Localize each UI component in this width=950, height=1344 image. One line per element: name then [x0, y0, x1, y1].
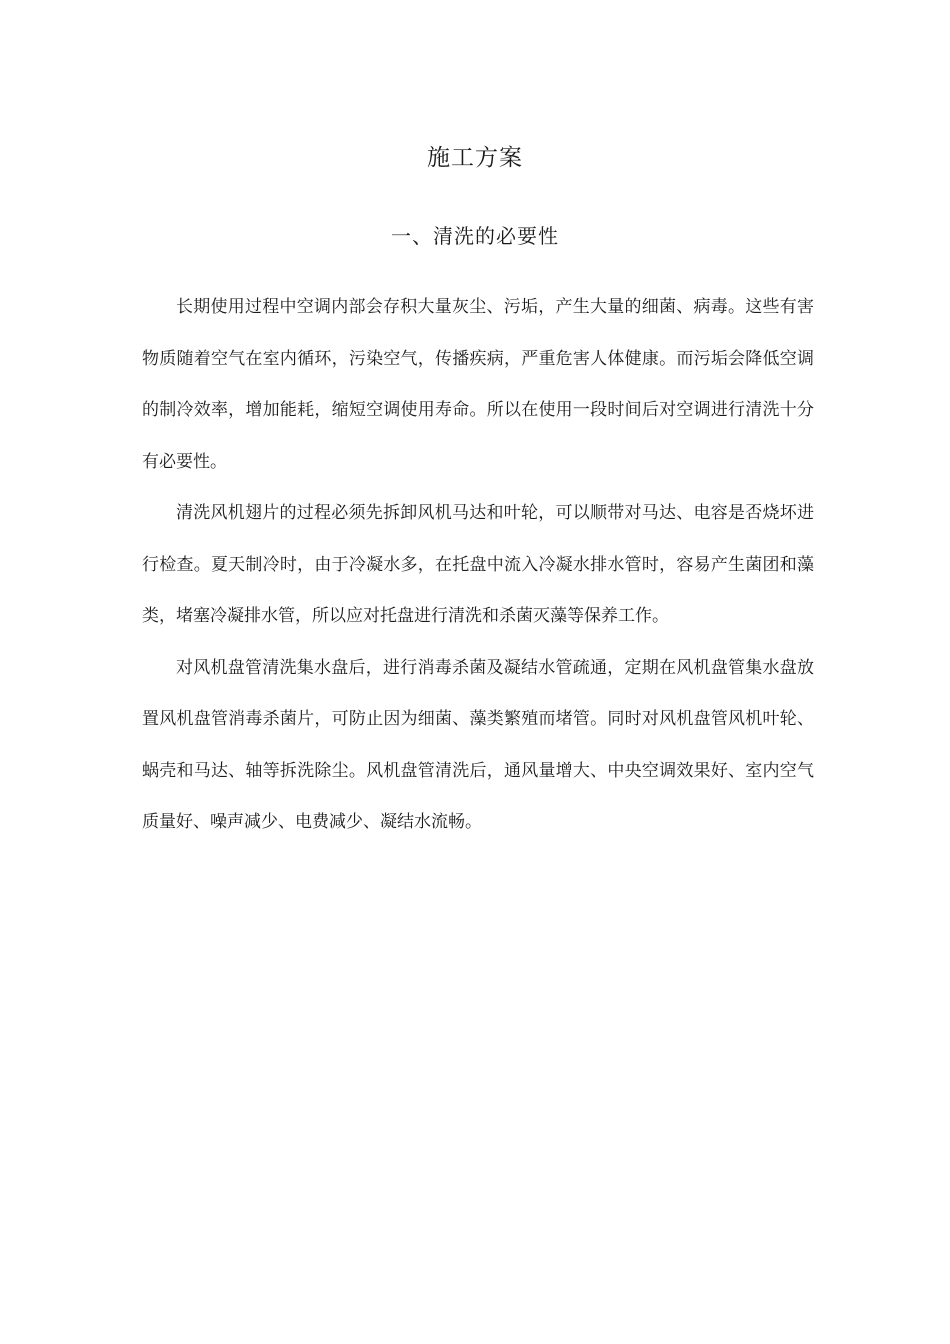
body-text [142, 282, 814, 849]
paragraph-fan-fins: 清洗风机翅片的过程必须先拆卸风机马达和叶轮，可以顺带对马达、电容是否烧坏进行检查。夏天制冷时，由于冷凝水多，在托盘中流入冷凝水排水管时，容易产生菌团和藻类，堵塞冷凝排水管，所以应对托盘进行清洗和杀菌灭藻等保养工作。 [142, 503, 814, 626]
document-title: 施工方案 [427, 145, 523, 171]
paragraph-necessity: 长期使用过程中空调内部会存积大量灰尘、污垢，产生大量的细菌、病毒。这些有害物质随着空气在室内循环，污染空气，传播疾病，严重危害人体健康。而污垢会降低空调的制冷效率，增加能耗，缩短空调使用寿命。所以在使用一段时间后对空调进行清洗十分有必要性。 [142, 297, 814, 472]
paragraph-fan-coil: 对风机盘管清洗集水盘后，进行消毒杀菌及凝结水管疏通，定期在风机盘管集水盘放置风机盘管消毒杀菌片，可防止因为细菌、藻类繁殖而堵管。同时对风机盘管风机叶轮、蜗壳和马达、轴等拆洗除尘。风机盘管清洗后，通风量增大、中央空调效果好、室内空气质量好、噪声减少、电费减少、凝结水流畅。 [142, 657, 814, 832]
section-heading: 一、清洗的必要性 [391, 224, 559, 248]
